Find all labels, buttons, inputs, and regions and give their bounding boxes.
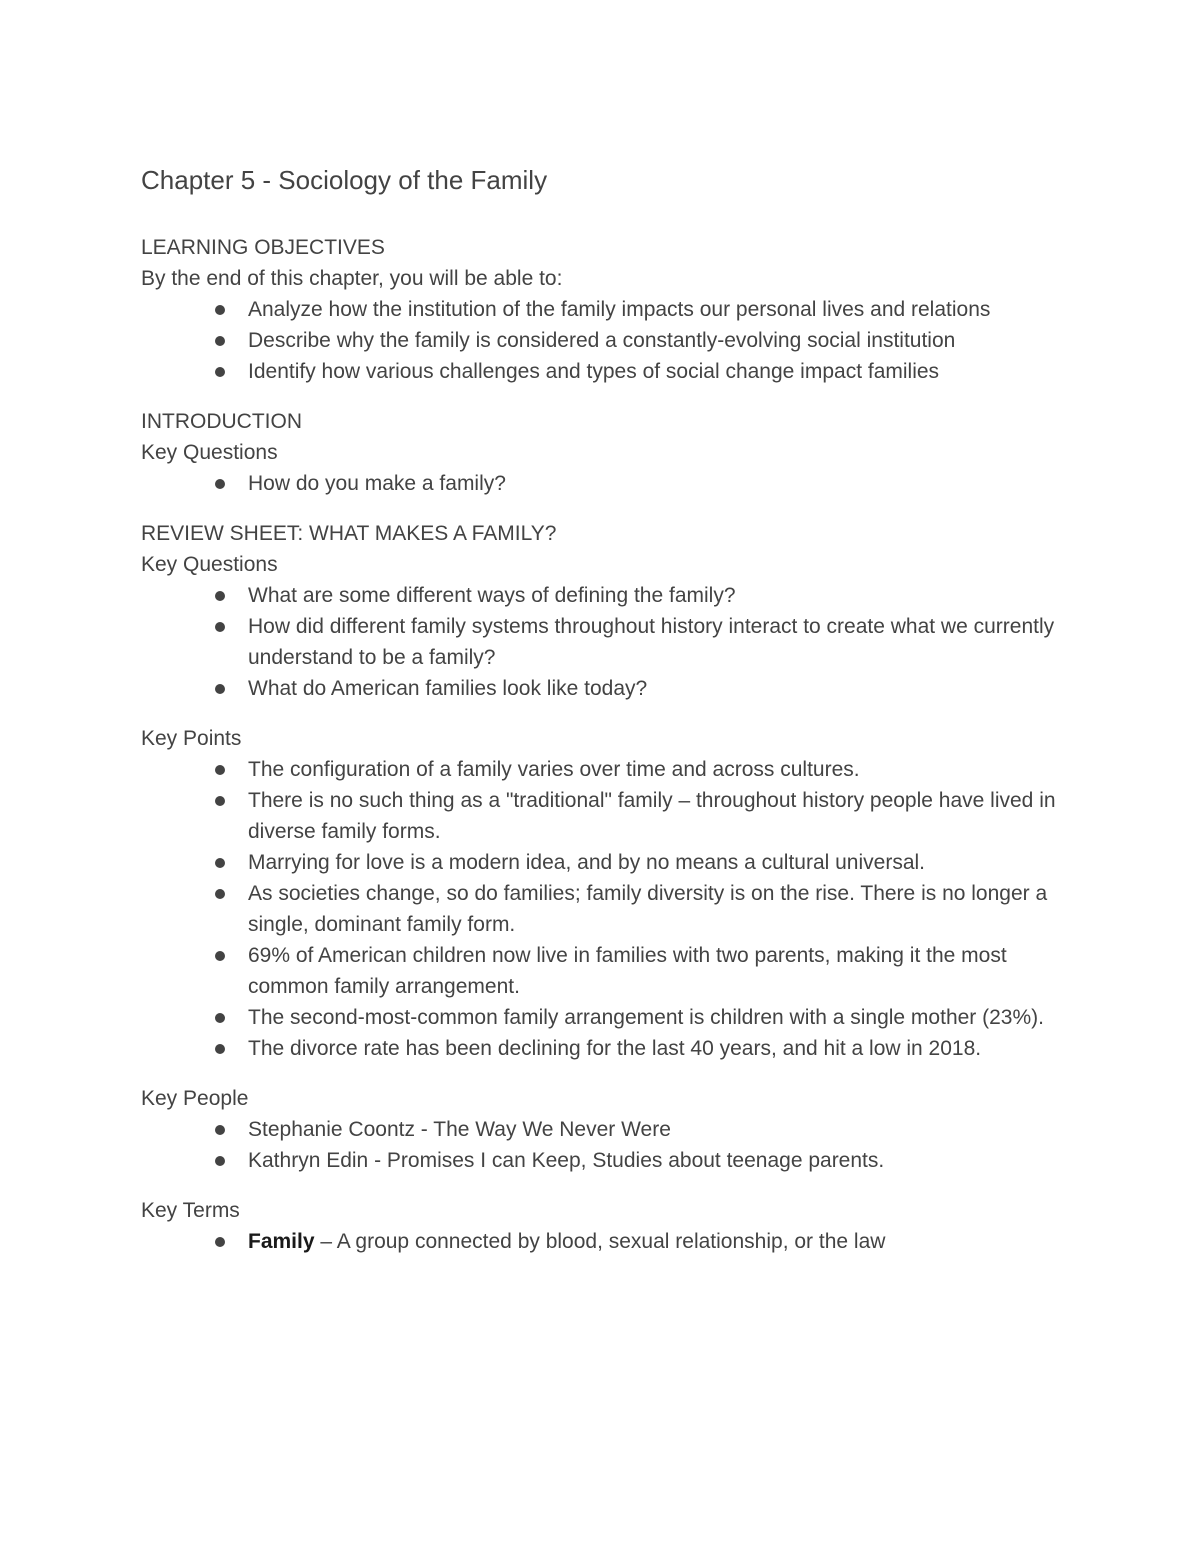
- key-people-section: [141, 1083, 1071, 1176]
- list-item: How did different family systems throughout history interact to create what we currently understand to be a family?: [248, 611, 1071, 673]
- introduction-list: [141, 468, 1071, 499]
- bullet-icon: [215, 951, 225, 961]
- list-item: Kathryn Edin - Promises I can Keep, Studies about teenage parents.: [248, 1145, 1071, 1176]
- bullet-icon: [215, 858, 225, 868]
- key-questions-list: [141, 580, 1071, 704]
- review-sheet-heading: REVIEW SHEET: WHAT MAKES A FAMILY?: [141, 522, 557, 545]
- key-questions-heading: Key Questions: [141, 553, 278, 576]
- learning-objectives-intro: By the end of this chapter, you will be able to:: [141, 267, 563, 290]
- list-item: How do you make a family?: [248, 468, 1071, 499]
- key-points-list: [141, 754, 1071, 1064]
- key-points-heading: Key Points: [141, 727, 242, 750]
- list-item: Marrying for love is a modern idea, and by no means a cultural universal.: [248, 847, 1071, 878]
- introduction-heading: INTRODUCTION: [141, 410, 302, 433]
- bullet-icon: [215, 1013, 225, 1023]
- bullet-icon: [215, 305, 225, 315]
- list-item: There is no such thing as a "traditional" family – throughout history people have lived in diverse family forms.: [248, 785, 1071, 847]
- list-item: What are some different ways of defining the family?: [248, 580, 1071, 611]
- bullet-icon: [215, 684, 225, 694]
- bullet-icon: [215, 1125, 225, 1135]
- bullet-icon: [215, 336, 225, 346]
- list-item: The second-most-common family arrangement is children with a single mother (23%).: [248, 1002, 1071, 1033]
- introduction-subheading: Key Questions: [141, 441, 278, 464]
- bullet-icon: [215, 1044, 225, 1054]
- key-people-heading: Key People: [141, 1087, 249, 1110]
- list-item: [248, 1226, 1071, 1257]
- term-name: Family: [248, 1230, 315, 1253]
- list-item: Describe why the family is considered a constantly-evolving social institution: [248, 325, 1071, 356]
- bullet-icon: [215, 765, 225, 775]
- bullet-icon: [215, 591, 225, 601]
- list-item: Analyze how the institution of the family impacts our personal lives and relations: [248, 294, 1071, 325]
- list-item: Identify how various challenges and types of social change impact families: [248, 356, 1071, 387]
- key-points-section: [141, 723, 1071, 1064]
- bullet-icon: [215, 367, 225, 377]
- list-item: The configuration of a family varies over time and across cultures.: [248, 754, 1071, 785]
- term-definition: – A group connected by blood, sexual relationship, or the law: [314, 1230, 886, 1253]
- page-title: Chapter 5 - Sociology of the Family: [141, 165, 548, 195]
- bullet-icon: [215, 796, 225, 806]
- bullet-icon: [215, 479, 225, 489]
- list-item: Stephanie Coontz - The Way We Never Were: [248, 1114, 1071, 1145]
- key-people-list: [141, 1114, 1071, 1176]
- list-item: What do American families look like today?: [248, 673, 1071, 704]
- key-terms-list: [141, 1226, 1071, 1257]
- list-item: As societies change, so do families; family diversity is on the rise. There is no longer a single, dominant family form.: [248, 878, 1071, 940]
- learning-objectives-section: [141, 232, 1071, 387]
- list-item: The divorce rate has been declining for the last 40 years, and hit a low in 2018.: [248, 1033, 1071, 1064]
- key-terms-heading: Key Terms: [141, 1199, 240, 1222]
- review-sheet-section: [141, 518, 1071, 704]
- learning-objectives-heading: LEARNING OBJECTIVES: [141, 236, 385, 259]
- bullet-icon: [215, 1156, 225, 1166]
- bullet-icon: [215, 1237, 225, 1247]
- document-page: [141, 163, 1071, 1257]
- bullet-icon: [215, 889, 225, 899]
- learning-objectives-list: [141, 294, 1071, 387]
- introduction-section: [141, 406, 1071, 499]
- key-terms-section: [141, 1195, 1071, 1257]
- bullet-icon: [215, 622, 225, 632]
- list-item: 69% of American children now live in families with two parents, making it the most common family arrangement.: [248, 940, 1071, 1002]
